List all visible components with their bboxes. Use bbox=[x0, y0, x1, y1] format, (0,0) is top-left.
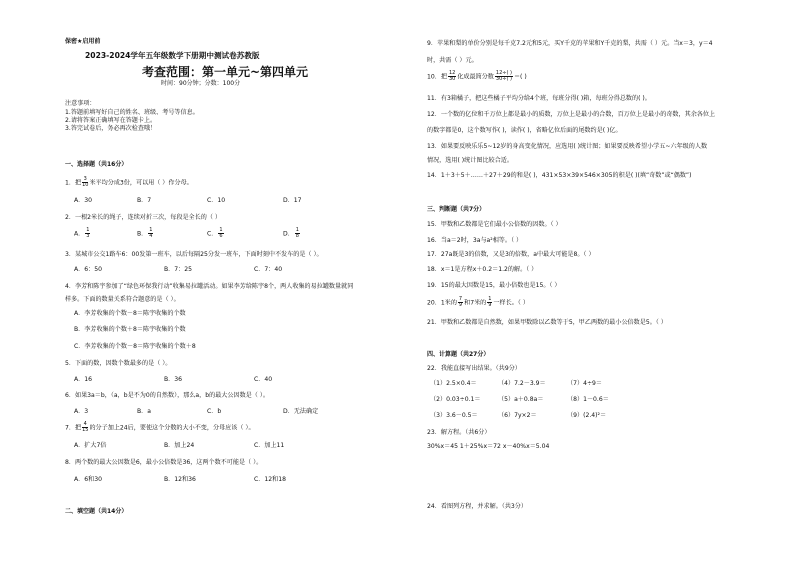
option-row bbox=[74, 266, 282, 274]
question-10: 10．把 $\frac{12}{30}$ 化成最简分数 $\frac{12\div( )}{30\div( )}$ ＝( ) bbox=[427, 70, 527, 82]
note-item: 3.答完试卷后，务必再次检查哦！ bbox=[65, 125, 157, 132]
section-title: 三、判断题（共7分） bbox=[427, 206, 486, 213]
option[interactable]: D．17 bbox=[283, 197, 302, 204]
question-6: 6．如果3a＝b，（a，b是不为0的自然数），那么a，b的最大公因数是（ ）。 bbox=[65, 392, 269, 399]
equations: 30%x＝45 1＋25%x＝72 x－40%x＝5.04 bbox=[427, 443, 550, 450]
option[interactable]: A．6：50 bbox=[74, 266, 102, 273]
question-12-line2: 的数字都是0，这个数写作( )，读作( )，省略亿位后面的尾数约是( )亿。 bbox=[427, 127, 622, 134]
option[interactable]: C．10 bbox=[207, 197, 226, 204]
calc-row bbox=[430, 412, 606, 420]
question-24: 24．看图列方程，并求解。（共3分） bbox=[427, 503, 527, 510]
option-row bbox=[74, 476, 286, 484]
question-4-line1: 4．李芳和陈宇参加了“绿色环保我行动”收集易拉罐活动。如果李芳给陈宇8个，两人收集的易拉罐数量就同 bbox=[65, 283, 354, 290]
section-title: 四、计算题（共27分） bbox=[427, 351, 490, 358]
option[interactable]: B．7：25 bbox=[164, 266, 192, 273]
exam-meta: 时间：90分钟；分数：100分 bbox=[161, 80, 241, 87]
notes-heading: 注意事项： bbox=[65, 100, 96, 107]
question-9-line2: 时，共需（ ）元。 bbox=[427, 57, 478, 64]
calc-item: （6）7y×2＝ bbox=[498, 412, 537, 419]
note-item: 2.请将答案正确填写在答题卡上。 bbox=[65, 117, 157, 124]
judge-item: 16．当a＝2时，3a与a²相等。（ ） bbox=[427, 237, 523, 244]
question-9-line1: 9．苹果和梨的单价分别是每千克7.2元和5元，买Y千克的苹果和Y千克的梨，共需（ ）元。当x＝3，y＝4 bbox=[427, 40, 713, 47]
calc-item: （2）0.03÷0.1＝ bbox=[430, 396, 481, 403]
fraction: $\frac{3}{10}$ bbox=[82, 176, 89, 188]
fraction: $\frac{1}{9}$ bbox=[488, 296, 492, 308]
option[interactable]: C． $\frac{1}{6}$ bbox=[207, 227, 223, 239]
option-row bbox=[74, 228, 301, 239]
question-8: 8．两个数的最大公因数是6，最小公倍数是36，这两个数不可能是（ ）。 bbox=[65, 459, 263, 466]
option[interactable]: A．30 bbox=[74, 197, 93, 204]
judge-item: 19．15的最大因数是15，最小倍数也是15。（ ） bbox=[427, 282, 561, 289]
question-12-line1: 12．一个数的亿位和千万位上都是最小的质数，万位上是最小的合数，百万位上是最小的奇数，其余各位上 bbox=[427, 111, 716, 118]
option[interactable]: A．16 bbox=[74, 376, 93, 383]
fraction: $\frac{4}{15}$ bbox=[82, 421, 89, 433]
option[interactable]: C．加上11 bbox=[254, 442, 285, 449]
question-5: 5．下面的数，因数个数最多的是（ ）。 bbox=[65, 360, 172, 367]
judge-item: 21．甲数和乙数都是自然数，如果甲数除以乙数等于5，甲乙两数的最小公倍数是5。（ ） bbox=[427, 319, 667, 326]
question-22: 22．我能直接写出结果。（共9分） bbox=[427, 365, 521, 372]
option[interactable]: B． $\frac{1}{4}$ bbox=[137, 227, 153, 239]
option[interactable]: A．6和30 bbox=[74, 476, 102, 483]
calc-item: （9）(2.4)²＝ bbox=[567, 412, 607, 419]
calc-item: （3）3.6－0.5＝ bbox=[430, 412, 478, 419]
option[interactable]: D． $\frac{1}{8}$ bbox=[283, 227, 299, 239]
calc-item: （8）1－0.6＝ bbox=[567, 396, 609, 403]
option[interactable]: A．3 bbox=[74, 408, 89, 415]
question-23: 23．解方程。（共6分） bbox=[427, 429, 491, 436]
note-item: 1.答题前填写好自己的姓名、班级、考号等信息。 bbox=[65, 109, 199, 116]
question-4-line2: 样多。下面的数量关系符合题意的是（ ）。 bbox=[65, 296, 180, 303]
judge-item: 15．甲数和乙数都是它们最小公倍数的因数。（ ） bbox=[427, 221, 562, 228]
option-row bbox=[74, 442, 284, 450]
exam-scope: 考查范围：第一单元~第四单元 bbox=[142, 65, 309, 79]
question-11: 11．有3箱橘子，把这些橘子平均分给4个班，每班分得( )箱，每班分得总数的( )。 bbox=[427, 95, 651, 102]
option[interactable]: A．李芳收集的个数－8＝陈宇收集的个数 bbox=[74, 310, 186, 317]
option[interactable]: C．b bbox=[207, 408, 222, 415]
confidential-mark: 保密★启用前 bbox=[65, 38, 101, 45]
question-13-line2: 情况，选用( )统计图比较合适。 bbox=[427, 157, 513, 164]
option[interactable]: C．李芳收集的个数－8＝陈宇收集的个数＋8 bbox=[74, 343, 196, 350]
option-row bbox=[74, 197, 302, 205]
option[interactable]: B．36 bbox=[164, 376, 183, 383]
option[interactable]: C．7：40 bbox=[254, 266, 283, 273]
calc-item: （7）4÷9＝ bbox=[567, 380, 603, 387]
question-1: 1．把 $\frac{3}{10}$ 米平均分成3份，可以用（ ）作分母。 bbox=[65, 176, 193, 188]
option[interactable]: B．7 bbox=[137, 197, 152, 204]
judge-item-20: 20．1米的 $\frac{7}{9}$ 和7米的 $\frac{1}{9}$ 一样长。（ ） bbox=[427, 296, 529, 308]
question-14: 14．1＋3＋5＋……＋27＋29的和是( )，431×53×39×546×305的积是( )(填“奇数”或“偶数”) bbox=[427, 172, 692, 179]
option[interactable]: B．加上24 bbox=[164, 442, 195, 449]
option[interactable]: B．李芳收集的个数＋8＝陈宇收集的个数 bbox=[74, 326, 186, 333]
option[interactable]: B．a bbox=[137, 408, 152, 415]
option[interactable]: A． $\frac{1}{3}$ bbox=[74, 227, 90, 239]
calc-item: （5）a＋0.8a＝ bbox=[498, 396, 544, 403]
judge-item: 18．x＝1是方程x＋0.2＝1.2的解。（ ） bbox=[427, 266, 538, 273]
option-row bbox=[74, 376, 272, 384]
option[interactable]: C．12和18 bbox=[254, 476, 286, 483]
fraction: $\frac{12}{30}$ bbox=[448, 70, 456, 82]
option[interactable]: A．扩大7倍 bbox=[74, 442, 107, 449]
option-row bbox=[74, 408, 318, 416]
fraction: $\frac{7}{9}$ bbox=[458, 296, 463, 308]
fraction: $\frac{12\div( )}{30\div( )}$ bbox=[495, 70, 512, 82]
option[interactable]: C．40 bbox=[254, 376, 273, 383]
judge-item: 17．27a既是3的倍数，又是3的倍数，a中最大可能是8。（ ） bbox=[427, 251, 595, 258]
calc-item: （1）2.5×0.4＝ bbox=[430, 380, 477, 387]
question-2: 2．一根2米长的绳子，连续对折三次，每段是全长的（ ） bbox=[65, 214, 221, 221]
question-13-line1: 13．如果要反映乐乐5~12岁的身高变化情况，应选用( )统计图；如果要反映希望小学五~六年级的人数 bbox=[427, 143, 708, 150]
question-7: 7．把 $\frac{4}{15}$ 的分子加上24后，要使这个分数的大小不变，分母应该（ ）。 bbox=[65, 421, 255, 433]
calc-item: （4）7.2－3.9＝ bbox=[498, 380, 546, 387]
calc-row bbox=[430, 380, 602, 388]
exam-title: 2023-2024学年五年级数学下册期中测试卷苏教版 bbox=[85, 51, 260, 60]
section-title: 一、选择题（共16分） bbox=[65, 161, 128, 168]
option[interactable]: B．12和36 bbox=[164, 476, 196, 483]
calc-row bbox=[430, 396, 609, 404]
question-3: 3．某城市公交1路车6：00发第一班车，以后每隔25分发一班车，下面时刻中不发车的是（ ）。 bbox=[65, 251, 323, 258]
option[interactable]: D．无法确定 bbox=[283, 408, 319, 415]
section-title: 二、填空题（共14分） bbox=[65, 508, 128, 515]
